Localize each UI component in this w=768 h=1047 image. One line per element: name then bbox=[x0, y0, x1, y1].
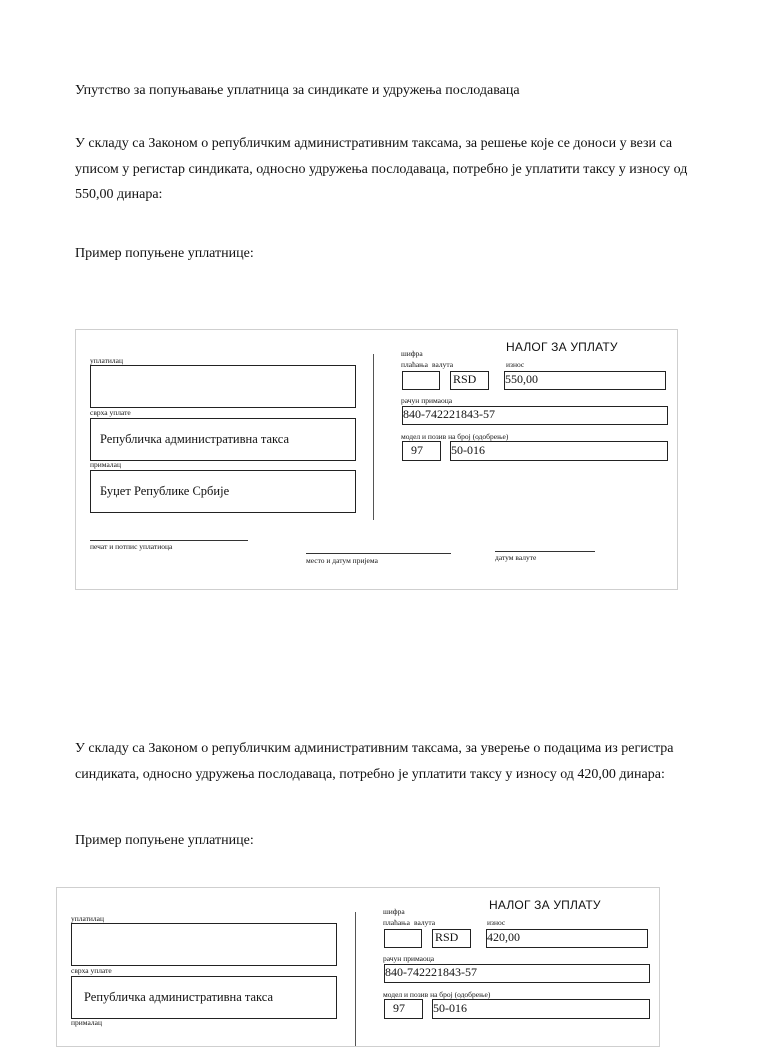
payer-box bbox=[90, 365, 356, 408]
currency-value: RSD bbox=[435, 930, 459, 944]
example-label-2: Пример попуњене уплатнице: bbox=[75, 833, 254, 848]
currency-value: RSD bbox=[453, 372, 477, 386]
amount-value: 420,00 bbox=[487, 930, 520, 944]
account-label: рачун примаоца bbox=[401, 396, 453, 405]
code-label: шифра bbox=[401, 349, 423, 358]
currency-label: валута bbox=[414, 918, 436, 927]
purpose-label: сврха уплате bbox=[71, 966, 112, 975]
recipient-label: прималац bbox=[71, 1018, 102, 1027]
payment-slip-1 bbox=[75, 329, 678, 590]
recipient-label: прималац bbox=[90, 460, 121, 469]
account-label: рачун примаоца bbox=[383, 954, 435, 963]
payment-code-box bbox=[384, 929, 422, 948]
model-label: модел и позив на број (одобрење) bbox=[383, 990, 491, 999]
value-date-line bbox=[495, 551, 595, 552]
slip-header: НАЛОГ ЗА УПЛАТУ bbox=[489, 898, 601, 912]
recipient-box bbox=[90, 470, 356, 513]
slip-divider bbox=[355, 912, 356, 1047]
amount-box bbox=[486, 929, 648, 948]
stamp-label: печат и потпис уплатиоца bbox=[90, 542, 173, 551]
reference-box bbox=[432, 999, 650, 1019]
payer-box bbox=[71, 923, 337, 966]
payment-slip-2 bbox=[56, 887, 660, 1047]
code2-label: плаћања bbox=[401, 360, 428, 369]
code-label: шифра bbox=[383, 907, 405, 916]
reference-value: 50-016 bbox=[451, 443, 485, 457]
slip-header: НАЛОГ ЗА УПЛАТУ bbox=[506, 340, 618, 354]
model-box bbox=[384, 999, 423, 1019]
model-value: 97 bbox=[393, 1001, 405, 1015]
model-value: 97 bbox=[411, 443, 423, 457]
example-label-1: Пример попуњене уплатнице: bbox=[75, 246, 254, 261]
place-date-line bbox=[306, 553, 451, 554]
currency-box bbox=[432, 929, 471, 948]
paragraph-fee-550: У складу са Законом о републичким административним таксама, за решење које се доноси у вези са уписом у регистар синдиката, односно удружења послодаваца, потребно је уплатити таксу у износу од 550,00 динара: bbox=[75, 136, 688, 202]
value-date-label: датум валуте bbox=[495, 553, 537, 562]
model-box bbox=[402, 441, 441, 461]
document-title: Упутство за попуњавање уплатница за синдикате и удружења послодаваца bbox=[75, 83, 520, 98]
purpose-box bbox=[71, 976, 337, 1019]
currency-label: валута bbox=[432, 360, 454, 369]
reference-box bbox=[450, 441, 668, 461]
stamp-line bbox=[90, 540, 248, 541]
payer-label: уплатилац bbox=[90, 356, 124, 365]
purpose-label: сврха уплате bbox=[90, 408, 131, 417]
place-date-label: место и датум пријема bbox=[306, 556, 378, 565]
amount-label: износ bbox=[487, 918, 506, 927]
payment-code-box bbox=[402, 371, 440, 390]
account-value: 840-742221843-57 bbox=[385, 965, 477, 979]
amount-label: износ bbox=[506, 360, 525, 369]
account-value: 840-742221843-57 bbox=[403, 407, 495, 421]
code2-label: плаћања bbox=[383, 918, 410, 927]
account-box bbox=[384, 964, 650, 983]
reference-value: 50-016 bbox=[433, 1001, 467, 1015]
recipient-value: Буџет Републике Србије bbox=[100, 484, 230, 498]
purpose-value: Републичка административна такса bbox=[84, 990, 274, 1004]
slip-divider bbox=[373, 354, 374, 520]
purpose-value: Републичка административна такса bbox=[100, 432, 290, 446]
paragraph-fee-420: У складу са Законом о републичким административним таксама, за уверење о подацима из регистра синдиката, односно удружења послодаваца, потребно је уплатити таксу у износу од 420,00 динара: bbox=[75, 741, 674, 782]
amount-box bbox=[504, 371, 666, 390]
currency-box bbox=[450, 371, 489, 390]
purpose-box bbox=[90, 418, 356, 461]
amount-value: 550,00 bbox=[505, 372, 538, 386]
payer-label: уплатилац bbox=[71, 914, 105, 923]
model-label: модел и позив на број (одобрење) bbox=[401, 432, 509, 441]
account-box bbox=[402, 406, 668, 425]
